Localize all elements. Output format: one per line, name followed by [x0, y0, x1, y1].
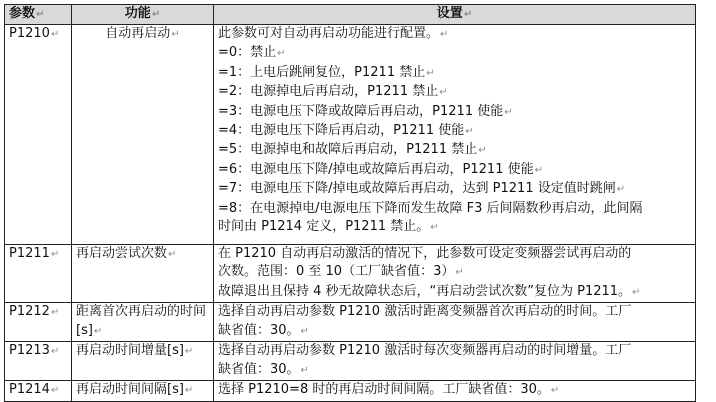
function-label: 自动再启动: [105, 26, 171, 41]
param-code: P1211: [9, 246, 50, 261]
header-param: 参数↵: [5, 5, 72, 25]
function-cell: [72, 303, 214, 342]
setting-line: 此参数可对自动再启动功能进行配置。↵: [218, 26, 449, 41]
setting-line: 次数。范围：0 至 10（工厂缺省值：3）↵: [218, 264, 464, 280]
header-param-label: 参数: [9, 6, 36, 21]
setting-cell: [214, 342, 696, 381]
param-cell: P1214↵: [5, 381, 72, 401]
header-function-label: 功能: [124, 6, 151, 21]
header-setting: 设置↵: [214, 5, 696, 25]
setting-line: =0：禁止↵: [218, 45, 286, 61]
setting-cell: [214, 303, 696, 342]
table-row: [5, 25, 696, 245]
setting-line: =8：在电源掉电/电源电压下降而发生故障 F3 后间隔数秒再启动，此间隔: [218, 200, 643, 216]
table-row: [5, 381, 696, 401]
function-cell: 自动再启动↵: [72, 25, 214, 245]
setting-line: 缺省值：30。↵: [218, 322, 309, 338]
setting-line: 缺省值：30。↵: [218, 361, 309, 377]
setting-line: 故障退出且保持 4 秒无故障状态后，“再启动尝试次数”复位为 P1211。↵: [218, 283, 641, 299]
setting-line: 在 P1210 自动再启动激活的情况下，此参数可设定变频器尝试再启动的: [218, 246, 632, 261]
param-code: P1213: [9, 343, 50, 359]
setting-line: =2：电源掉电后再启动，P1211 禁止↵: [218, 84, 448, 100]
param-code: P1212: [9, 304, 50, 320]
table-row: [5, 342, 696, 381]
param-cell: P1212↵: [5, 303, 72, 342]
function-cell: 再启动尝试次数↵: [72, 245, 214, 303]
table-row: [5, 245, 696, 303]
table-row: [5, 303, 696, 342]
setting-cell: [214, 25, 696, 245]
param-cell: P1210↵: [5, 25, 72, 245]
function-label: 距离首次再启动的时间[s]↵: [76, 304, 207, 338]
header-setting-label: 设置: [436, 6, 463, 21]
function-cell: 再启动时间增量[s]↵: [72, 342, 214, 381]
setting-line: =4：电源电压下降后再启动，P1211 使能↵: [218, 123, 474, 139]
header-function: 功能↵: [72, 5, 214, 25]
header-row: [5, 5, 696, 25]
function-cell: 再启动时间间隔[s]↵: [72, 381, 214, 401]
function-label: 再启动时间间隔[s]: [76, 382, 184, 398]
param-cell: P1213↵: [5, 342, 72, 381]
param-code: P1210: [9, 26, 50, 41]
function-label: 再启动时间增量[s]: [76, 343, 184, 359]
function-label: 再启动尝试次数: [76, 246, 168, 261]
setting-line: =7：电源电压下降/掉电或故障后再启动，达到 P1211 设定值时跳闸↵: [218, 181, 626, 197]
setting-line: =3：电源电压下降或故障后再启动，P1211 使能↵: [218, 103, 513, 119]
param-code: P1214: [9, 382, 50, 398]
setting-line: =1：上电后跳闸复位，P1211 禁止↵: [218, 64, 435, 80]
parameter-table: [4, 4, 696, 402]
setting-cell: [214, 381, 696, 401]
setting-line: 选择自动再启动参数 P1210 激活时每次变频器再启动的时间增量。工厂: [218, 343, 632, 359]
setting-line: 时间由 P1214 定义，P1211 禁止。↵: [218, 219, 439, 235]
setting-line: 选择自动再启动参数 P1210 激活时距离变频器首次再启动的时间。工厂: [218, 304, 632, 320]
setting-cell: [214, 245, 696, 303]
setting-line: =6：电源电压下降/掉电或故障后再启动，P1211 使能↵: [218, 161, 543, 177]
setting-line: 选择 P1210=8 时的再启动时间间隔。工厂缺省值：30。↵: [218, 382, 560, 398]
setting-line: =5：电源掉电和故障后再启动，P1211 禁止↵: [218, 142, 487, 158]
param-cell: P1211↵: [5, 245, 72, 303]
